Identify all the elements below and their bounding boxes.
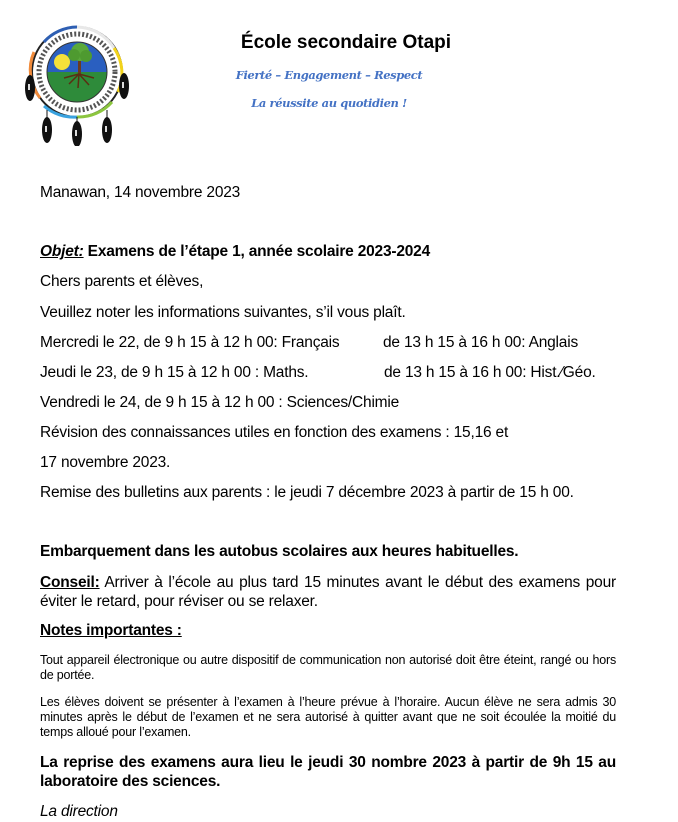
advice-paragraph xyxy=(40,573,616,611)
schedule-row-morning: Vendredi le 24, de 9 h 15 à 12 h 00 : Sciences/Chimie xyxy=(40,394,400,411)
intro-text: Veuillez noter les informations suivantes, s’il vous plaît. xyxy=(40,304,406,321)
notes-heading: Notes importantes : xyxy=(40,622,182,639)
retake-notice: La reprise des examens aura lieu le jeudi 30 nombre 2023 à partir de 9h 15 au laboratoire des sciences. xyxy=(40,754,616,790)
subject-label: Objet: xyxy=(40,243,84,260)
school-motto: Fierté – Engagement – Respect xyxy=(235,68,423,82)
subject-text: Examens de l’étape 1, année scolaire 2023-2024 xyxy=(83,243,431,260)
note-attendance: Les élèves doivent se présenter à l’examen à l’heure prévue à l’horaire. Aucun élève ne sera admis 30 minutes après le début de l’examen et ne sera autorisé à quitter avant que ne soit écoulée la moitié du temps alloué pour l’examen. xyxy=(40,695,616,739)
school-name: École secondaire Otapi xyxy=(240,32,452,53)
schedule-row-morning: Jeudi le 23, de 9 h 15 à 12 h 00 : Maths. xyxy=(40,364,309,381)
greeting: Chers parents et élèves, xyxy=(40,273,204,290)
schedule-row-afternoon: de 13 h 15 à 16 h 00: Hist.⁄Géo. xyxy=(384,364,596,381)
note-electronics: Tout appareil électronique ou autre dispositif de communication non autorisé doit être éteint, rangé ou hors de portée. xyxy=(40,653,616,682)
subject-line xyxy=(40,243,430,261)
school-tagline: La réussite au quotidien ! xyxy=(251,96,407,110)
schedule-row-afternoon: de 13 h 15 à 16 h 00: Anglais xyxy=(383,334,579,351)
advice-text: Arriver à l’école au plus tard 15 minutes avant le début des examens pour éviter le retard, pour réviser ou se relaxer. xyxy=(40,574,616,610)
place-date: Manawan, 14 novembre 2023 xyxy=(40,184,241,201)
revision-line-1: Révision des connaissances utiles en fonction des examens : 15,16 et xyxy=(40,424,509,441)
advice-label: Conseil: xyxy=(40,574,100,591)
revision-line-2: 17 novembre 2023. xyxy=(40,454,171,471)
bus-notice: Embarquement dans les autobus scolaires aux heures habituelles. xyxy=(40,543,519,560)
signature: La direction xyxy=(40,803,118,820)
report-cards-line: Remise des bulletins aux parents : le jeudi 7 décembre 2023 à partir de 15 h 00. xyxy=(40,484,574,501)
schedule-row-morning: Mercredi le 22, de 9 h 15 à 12 h 00: Français xyxy=(40,334,340,351)
